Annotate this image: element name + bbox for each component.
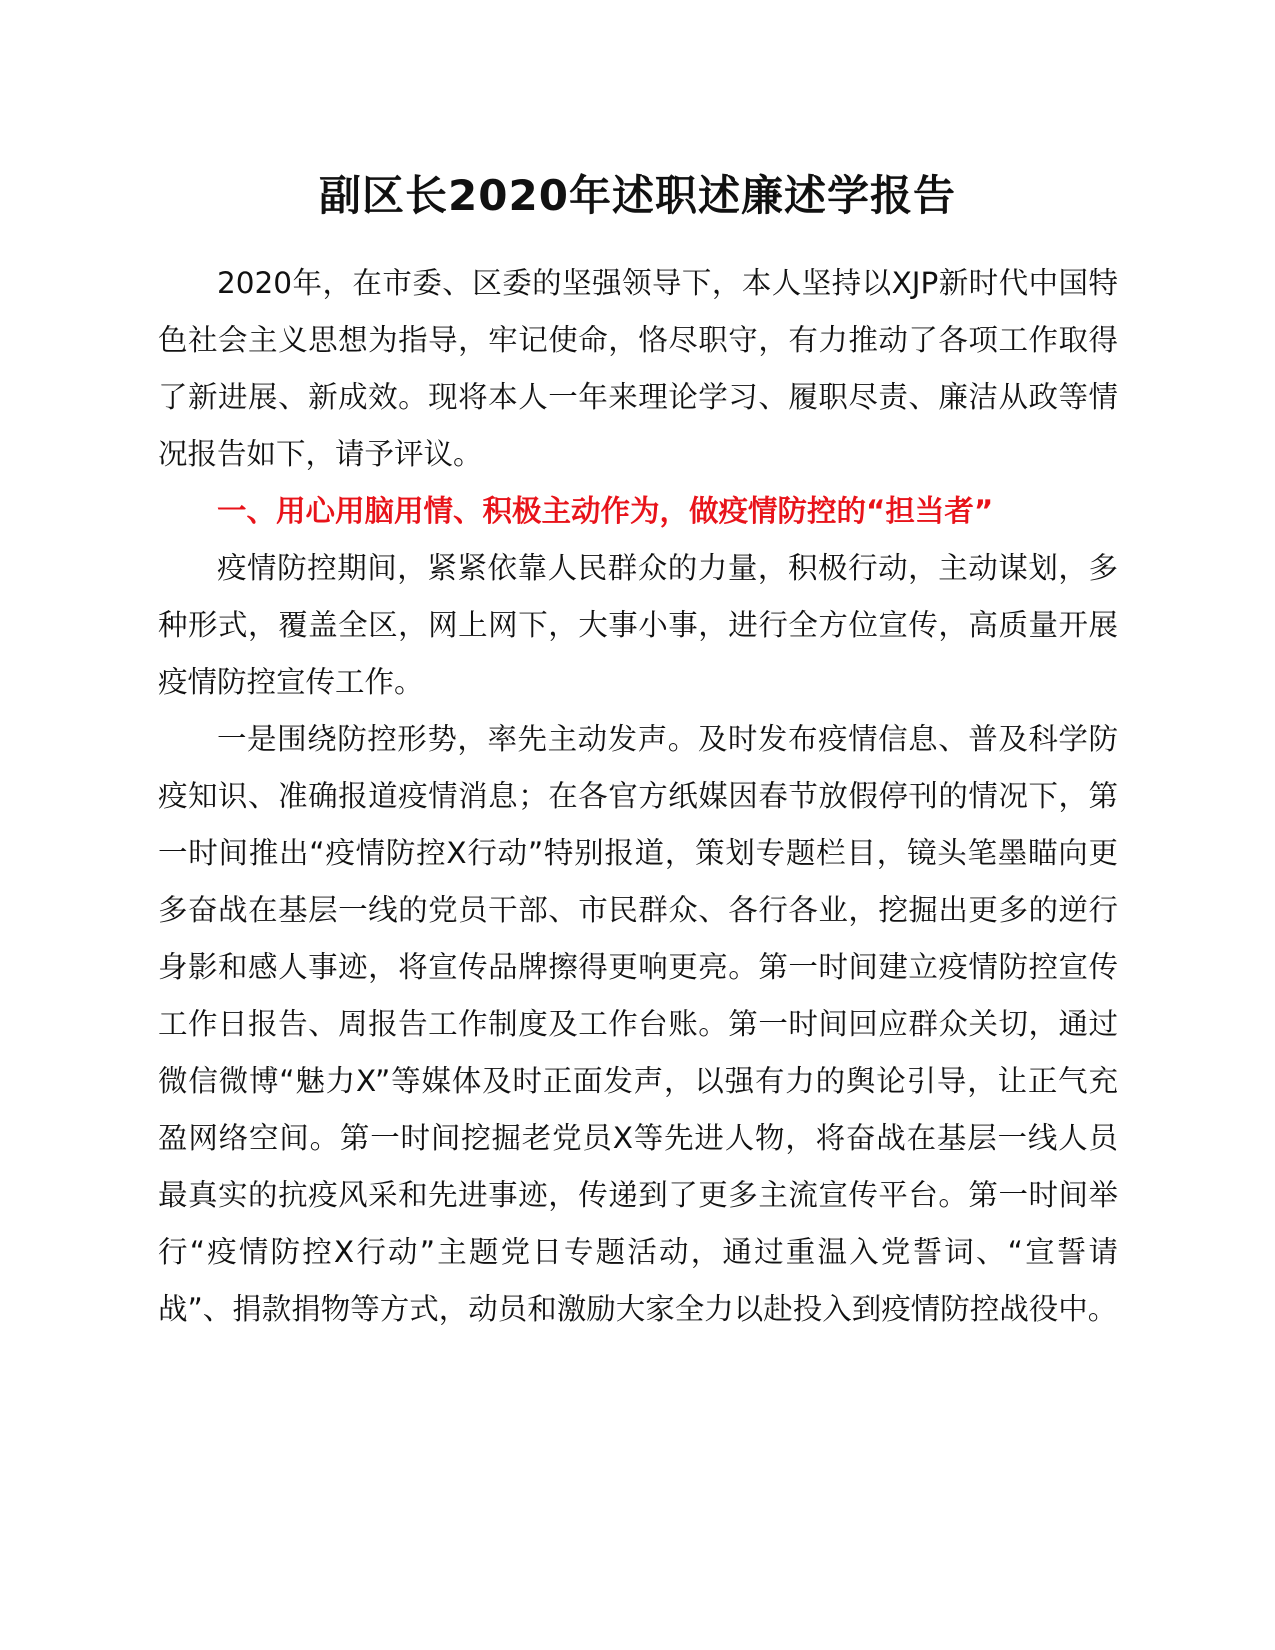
document-body xyxy=(158,255,1118,1338)
section-heading-1: 一、用心用脑用情、积极主动作为，做疫情防控的“担当者” xyxy=(217,494,994,528)
intro-paragraph: 2020年，在市委、区委的坚强领导下，本人坚持以XJP新时代中国特色社会主义思想为指导，牢记使命，恪尽职守，有力推动了各项工作取得了新进展、新成效。现将本人一年来理论学习、履职尽责、廉洁从政等情况报告如下，请予评议。 xyxy=(158,266,1118,471)
body-paragraph: 一是围绕防控形势，率先主动发声。及时发布疫情信息、普及科学防疫知识、准确报道疫情消息；在各官方纸媒因春节放假停刊的情况下，第一时间推出“疫情防控X行动”特别报道，策划专题栏目，镜头笔墨瞄向更多奋战在基层一线的党员干部、市民群众、各行各业，挖掘出更多的逆行身影和感人事迹，将宣传品牌擦得更响更亮。第一时间建立疫情防控宣传工作日报告、周报告工作制度及工作台账。第一时间回应群众关切，通过微信微博“魅力X”等媒体及时正面发声，以强有力的舆论引导，让正气充盈网络空间。第一时间挖掘老党员X等先进人物，将奋战在基层一线人员最真实的抗疫风采和先进事迹，传递到了更多主流宣传平台。第一时间举行“疫情防控X行动”主题党日专题活动，通过重温入党誓词、“宣誓请战”、捐款捐物等方式，动员和激励大家全力以赴投入到疫情防控战役中。 xyxy=(158,722,1118,1326)
document-title: 副区长2020年述职述廉述学报告 xyxy=(319,171,956,220)
body-paragraph: 疫情防控期间，紧紧依靠人民群众的力量，积极行动，主动谋划，多种形式，覆盖全区，网上网下，大事小事，进行全方位宣传，高质量开展疫情防控宣传工作。 xyxy=(158,551,1118,699)
